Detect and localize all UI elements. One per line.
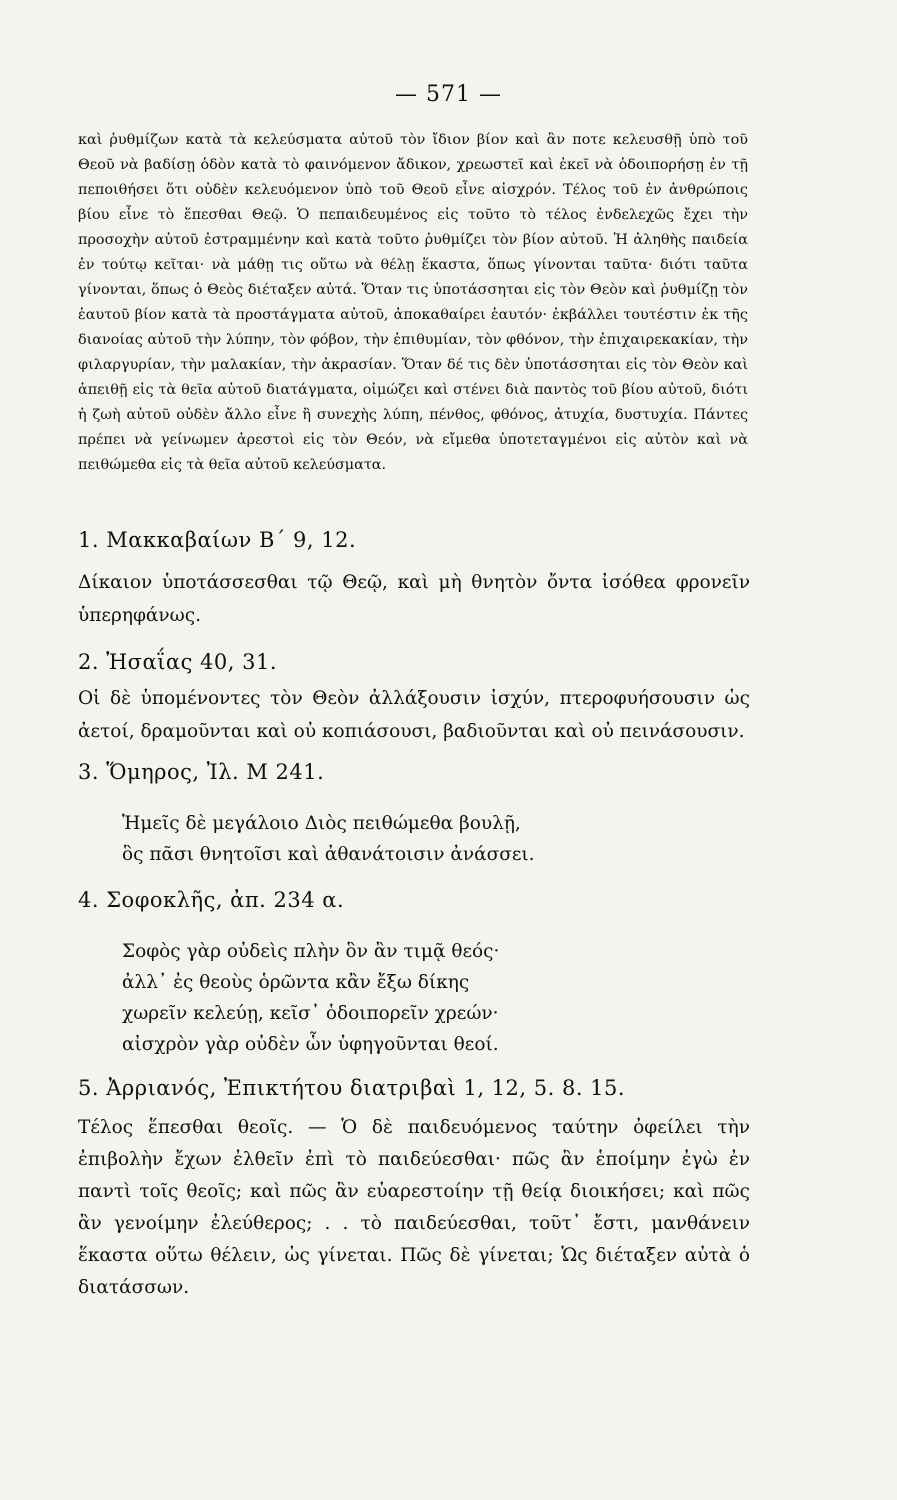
verse-line: ὃς πᾶσι θνητοῖσι καὶ ἀθανάτοισιν ἀνάσσει. bbox=[122, 844, 535, 865]
verse-line: ἀλλ᾽ ἐς θεοὺς ὁρῶντα κἂν ἔξω δίκης bbox=[122, 972, 470, 993]
section-5-text: Τέλος ἕπεσθαι θεοῖς. — Ὁ δὲ παιδευόμενος ταύτην ὀφείλει τὴν ἐπιβολὴν ἔχων ἐλθεῖν ἐπὶ τὸ παιδεύεσθαι· πῶς ἂν ἑποίμην ἐγὼ ἐν παντὶ τοῖς θεοῖς; καὶ πῶς ἂν εὐαρεστοίην τῇ θείᾳ διοικήσει; καὶ πῶς ἂν γενοίμην ἐλεύθερος; . . τὸ παιδεύεσθαι, τοῦτ᾽ ἔστι, μανθάνειν ἕκαστα οὕτω θέλειν, ὡς γίνεται. Πῶς δὲ γίνεται; Ὡς διέταξεν αὐτὰ ὁ διατάσσων. bbox=[78, 1117, 750, 1298]
verse-line: Σοφὸς γὰρ οὐδεὶς πλὴν ὃν ἂν τιμᾷ θεός· bbox=[122, 941, 500, 962]
section-1-heading: 1. Μακκαβαίων Β΄ 9, 12. bbox=[78, 528, 357, 552]
intro-paragraph bbox=[78, 128, 748, 478]
section-3-verse bbox=[122, 808, 535, 870]
section-2-heading: 2. Ἠσαΐας 40, 31. bbox=[78, 650, 278, 674]
verse-line: Ἡμεῖς δὲ μεγάλοιο Διὸς πειθώμεθα βουλῇ, bbox=[122, 813, 521, 834]
section-4-verse bbox=[122, 936, 499, 1060]
verse-line: χωρεῖν κελεύῃ, κεῖσ᾽ ὁδοιπορεῖν χρεών· bbox=[122, 1003, 499, 1024]
section-2-text: Οἱ δὲ ὑπομένοντες τὸν Θεὸν ἀλλάξουσιν ἰσχύν, πτεροφυήσουσιν ὡς ἀετοί, δραμοῦνται καὶ οὐ κοπιάσουσι, βαδιοῦνται καὶ οὐ πεινάσουσιν. bbox=[78, 688, 750, 742]
verse-line: αἰσχρὸν γὰρ οὐδὲν ὧν ὑφηγοῦνται θεοί. bbox=[122, 1034, 499, 1055]
section-1-text: Δίκαιον ὑποτάσσεσθαι τῷ Θεῷ, καὶ μὴ θνητὸν ὄντα ἰσόθεα φρονεῖν ὑπερηφάνως. bbox=[78, 572, 750, 626]
intro-text: καὶ ῥυθμίζων κατὰ τὰ κελεύσματα αὐτοῦ τὸν ἴδιον βίον καὶ ἂν ποτε κελευσθῇ ὑπὸ τοῦ Θεοῦ νὰ βαδίσῃ ὁδὸν κατὰ τὸ φαινόμενον ἄδικον, χρεωστεῖ καὶ ἐκεῖ νὰ ὁδοιπορήσῃ ἐν τῇ πεποιθήσει ὅτι οὐδὲν κελευόμενον ὑπὸ τοῦ Θεοῦ εἶνε αἰσχρόν. Τέλος τοῦ ἐν ἀνθρώποις βίου εἶνε τὸ ἕπεσθαι Θεῷ. Ὁ πεπαιδευμένος εἰς τοῦτο τὸ τέλος ἐνδελεχῶς ἔχει τὴν προσοχὴν αὐτοῦ ἐστραμμένην καὶ κατὰ τοῦτο ῥυθμίζει τὸν βίον αὐτοῦ. Ἡ ἀληθὴς παιδεία ἐν τούτῳ κεῖται· νὰ μάθῃ τις οὕτω νὰ θέλῃ ἕκαστα, ὅπως γίνονται ταῦτα· διότι ταῦτα γίνονται, ὅπως ὁ Θεὸς διέταξεν αὐτά. Ὅταν τις ὑποτάσσηται εἰς τὸν Θεὸν καὶ ῥυθμίζῃ τὸν ἑαυτοῦ βίον κατὰ τὰ προστάγματα αὐτοῦ, ἀποκαθαίρει ἑαυτόν· ἐκβάλλει τουτέστιν ἐκ τῆς διανοίας αὐτοῦ τὴν λύπην, τὸν φόβον, τὴν ἐπιθυμίαν, τὸν φθόνον, τὴν ἐπιχαιρεκακίαν, τὴν φιλαργυρίαν, τὴν μαλακίαν, τὴν ἀκρασίαν. Ὅταν δέ τις δὲν ὑποτάσσηται εἰς τὸν Θεὸν καὶ ἀπειθῇ εἰς τὰ θεῖα αὐτοῦ διατάγματα, οἰμώζει καὶ στένει διὰ παντὸς τοῦ βίου αὐτοῦ, διότι ἡ ζωὴ αὐτοῦ οὐδὲν ἄλλο εἶνε ἢ συνεχὴς λύπη, πένθος, φθόνος, ἀτυχία, δυστυχία. Πάντες πρέπει νὰ γείνωμεν ἀρεστοὶ εἰς τὸν Θεόν, νὰ εἴμεθα ὑποτεταγμένοι εἰς αὐτὸν καὶ νὰ πειθώμεθα εἰς τὰ θεῖα αὐτοῦ κελεύσματα. bbox=[78, 132, 748, 473]
section-4-heading: 4. Σοφοκλῆς, ἀπ. 234 α. bbox=[78, 888, 345, 912]
section-3-heading: 3. Ὅμηρος, Ἰλ. Μ 241. bbox=[78, 760, 325, 784]
page-number: — 571 — bbox=[395, 82, 502, 107]
section-5-heading: 5. Ἀρριανός, Ἐπικτήτου διατριβαὶ 1, 12, 5. 8. 15. bbox=[78, 1076, 626, 1100]
